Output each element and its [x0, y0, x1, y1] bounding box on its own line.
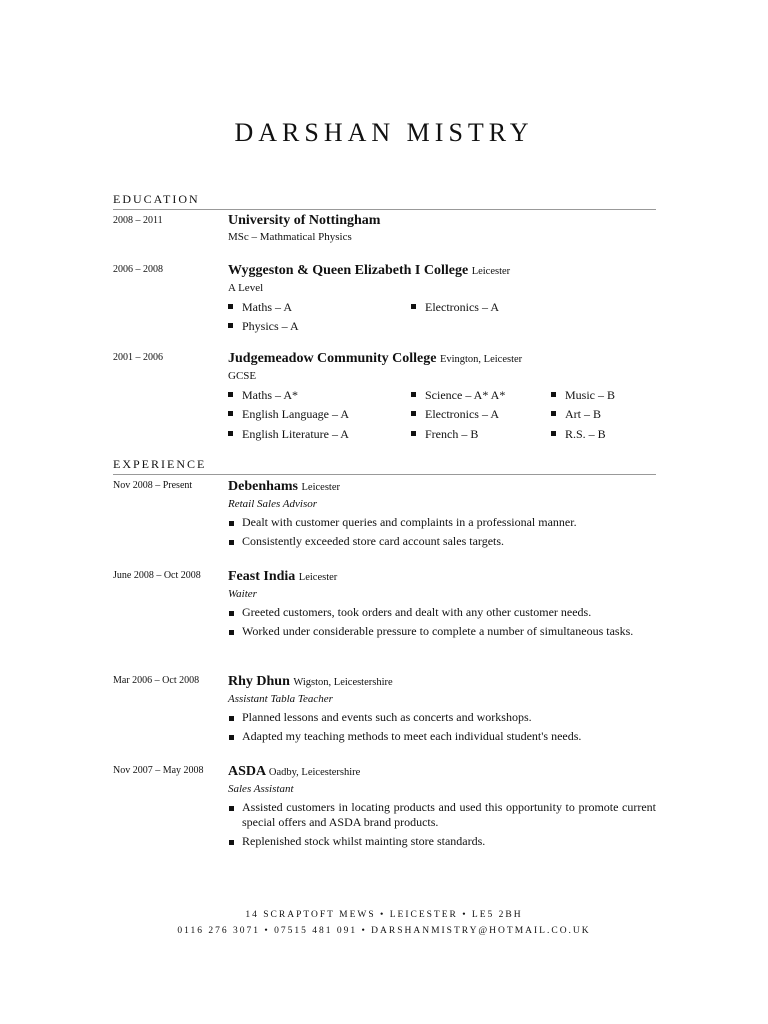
- bullet-icon: [229, 630, 234, 635]
- qualification: GCSE: [228, 370, 257, 382]
- job-role: Waiter: [228, 588, 257, 600]
- bullet-icon: [228, 304, 233, 309]
- employer-location: Leicester: [298, 572, 338, 583]
- duty-text: Adapted my teaching methods to meet each individual student's needs.: [242, 729, 582, 743]
- experience-divider: [113, 474, 656, 475]
- bullet-icon: [229, 716, 234, 721]
- qualification: MSc – Mathmatical Physics: [228, 231, 352, 243]
- institution-name: [228, 262, 656, 281]
- subject-item: [228, 388, 298, 403]
- experience-date: Mar 2006 – Oct 2008: [113, 675, 200, 686]
- subject-label: French – B: [425, 427, 479, 441]
- experience-date: Nov 2008 – Present: [113, 480, 193, 491]
- bullet-icon: [228, 323, 233, 328]
- employer-label: Rhy Dhun: [228, 674, 290, 689]
- bullet-icon: [551, 392, 556, 397]
- experience-entry: [228, 478, 656, 553]
- education-entry: [228, 350, 656, 448]
- duty-text: Greeted customers, took orders and dealt with any other customer needs.: [242, 605, 592, 619]
- duties-list: [228, 800, 656, 849]
- duty-item: [228, 624, 656, 639]
- subject-item: [551, 407, 601, 422]
- duty-text: Planned lessons and events such as concerts and workshops.: [242, 710, 532, 724]
- institution-location: Evington, Leicester: [439, 354, 523, 365]
- subject-item: [411, 300, 499, 315]
- bullet-icon: [228, 392, 233, 397]
- duties-list: [228, 605, 656, 639]
- employer-location: Leicester: [301, 482, 340, 493]
- experience-date: Nov 2007 – May 2008: [113, 765, 204, 776]
- duty-text: Dealt with customer queries and complaints in a professional manner.: [242, 515, 577, 529]
- employer-location: Oadby, Leicestershire: [268, 767, 361, 778]
- subject-item: [411, 427, 478, 442]
- subject-label: R.S. – B: [565, 427, 606, 441]
- bullet-icon: [411, 304, 416, 309]
- bullet-icon: [411, 431, 416, 436]
- experience-entry: [228, 673, 656, 748]
- employer-name: [228, 763, 656, 782]
- subject-label: Art – B: [565, 407, 601, 421]
- job-role: Retail Sales Advisor: [228, 498, 318, 510]
- employer-name: [228, 568, 656, 587]
- job-role: Assistant Tabla Teacher: [228, 693, 333, 705]
- duty-text: Worked under considerable pressure to complete a number of simultaneous tasks.: [242, 624, 634, 638]
- bullet-icon: [229, 521, 234, 526]
- bullet-icon: [551, 411, 556, 416]
- subject-item: [228, 407, 349, 422]
- education-heading: EDUCATION: [113, 192, 200, 206]
- employer-label: Debenhams: [228, 479, 299, 494]
- experience-entry: [228, 763, 656, 853]
- duty-item: [228, 605, 656, 620]
- employer-label: Feast India: [228, 569, 296, 584]
- subject-item: [228, 300, 292, 315]
- education-divider: [113, 209, 656, 210]
- subject-grid: [228, 300, 656, 340]
- institution-label: Wyggeston & Queen Elizabeth I College: [228, 263, 469, 278]
- duty-item: [228, 710, 656, 725]
- qualification: A Level: [228, 282, 264, 294]
- institution-label: University of Nottingham: [228, 213, 381, 228]
- bullet-icon: [228, 431, 233, 436]
- duties-list: [228, 515, 656, 549]
- bullet-icon: [411, 411, 416, 416]
- subject-item: [411, 388, 505, 403]
- duty-item: [228, 834, 656, 849]
- subject-label: English Literature – A: [242, 427, 349, 441]
- duty-item: [228, 515, 656, 530]
- institution-name: [228, 350, 656, 369]
- subject-grid: [228, 388, 656, 448]
- education-date: 2001 – 2006: [113, 352, 163, 363]
- experience-date: June 2008 – Oct 2008: [113, 570, 201, 581]
- employer-label: ASDA: [228, 764, 266, 779]
- education-date: 2006 – 2008: [113, 264, 163, 275]
- bullet-icon: [229, 840, 234, 845]
- footer-address: 14 SCRAPTOFT MEWS • LEICESTER • LE5 2BH: [245, 910, 523, 920]
- duty-text: Consistently exceeded store card account sales targets.: [242, 534, 505, 548]
- candidate-name: DARSHAN MISTRY: [234, 118, 534, 147]
- job-role: Sales Assistant: [228, 783, 294, 795]
- experience-heading: EXPERIENCE: [113, 457, 207, 471]
- subject-item: [551, 427, 606, 442]
- education-date: 2008 – 2011: [113, 215, 163, 226]
- subject-item: [551, 388, 615, 403]
- bullet-icon: [228, 411, 233, 416]
- institution-location: Leicester: [471, 266, 511, 277]
- bullet-icon: [229, 611, 234, 616]
- duties-list: [228, 710, 656, 744]
- subject-item: [411, 407, 499, 422]
- employer-location: Wigston, Leicestershire: [293, 677, 393, 688]
- duty-text: Replenished stock whilst mainting store standards.: [242, 834, 486, 848]
- bullet-icon: [229, 735, 234, 740]
- institution-name: [228, 212, 656, 230]
- subject-item: [228, 427, 349, 442]
- duty-text: Assisted customers in locating products and used this opportunity to promote current special offers and ASDA brand products.: [242, 800, 656, 829]
- subject-label: Maths – A*: [242, 388, 299, 402]
- duty-item: [228, 729, 656, 744]
- footer-contact: 0116 276 3071 • 07515 481 091 • DARSHANMISTRY@HOTMAIL.CO.UK: [177, 926, 591, 936]
- duty-item: [228, 534, 656, 549]
- institution-label: Judgemeadow Community College: [228, 351, 437, 366]
- subject-label: Physics – A: [242, 319, 299, 333]
- education-entry: [228, 212, 656, 245]
- subject-label: Electronics – A: [425, 407, 499, 421]
- subject-label: Electronics – A: [425, 300, 499, 314]
- education-entry: [228, 262, 656, 340]
- bullet-icon: [229, 540, 234, 545]
- bullet-icon: [411, 392, 416, 397]
- subject-label: Science – A* A*: [425, 388, 506, 402]
- subject-label: Maths – A: [242, 300, 293, 314]
- bullet-icon: [551, 431, 556, 436]
- bullet-icon: [229, 806, 234, 811]
- subject-item: [228, 319, 299, 334]
- employer-name: [228, 478, 656, 497]
- experience-entry: [228, 568, 656, 643]
- duty-item: [228, 800, 656, 830]
- employer-name: [228, 673, 656, 692]
- subject-label: Music – B: [565, 388, 616, 402]
- subject-label: English Language – A: [242, 407, 349, 421]
